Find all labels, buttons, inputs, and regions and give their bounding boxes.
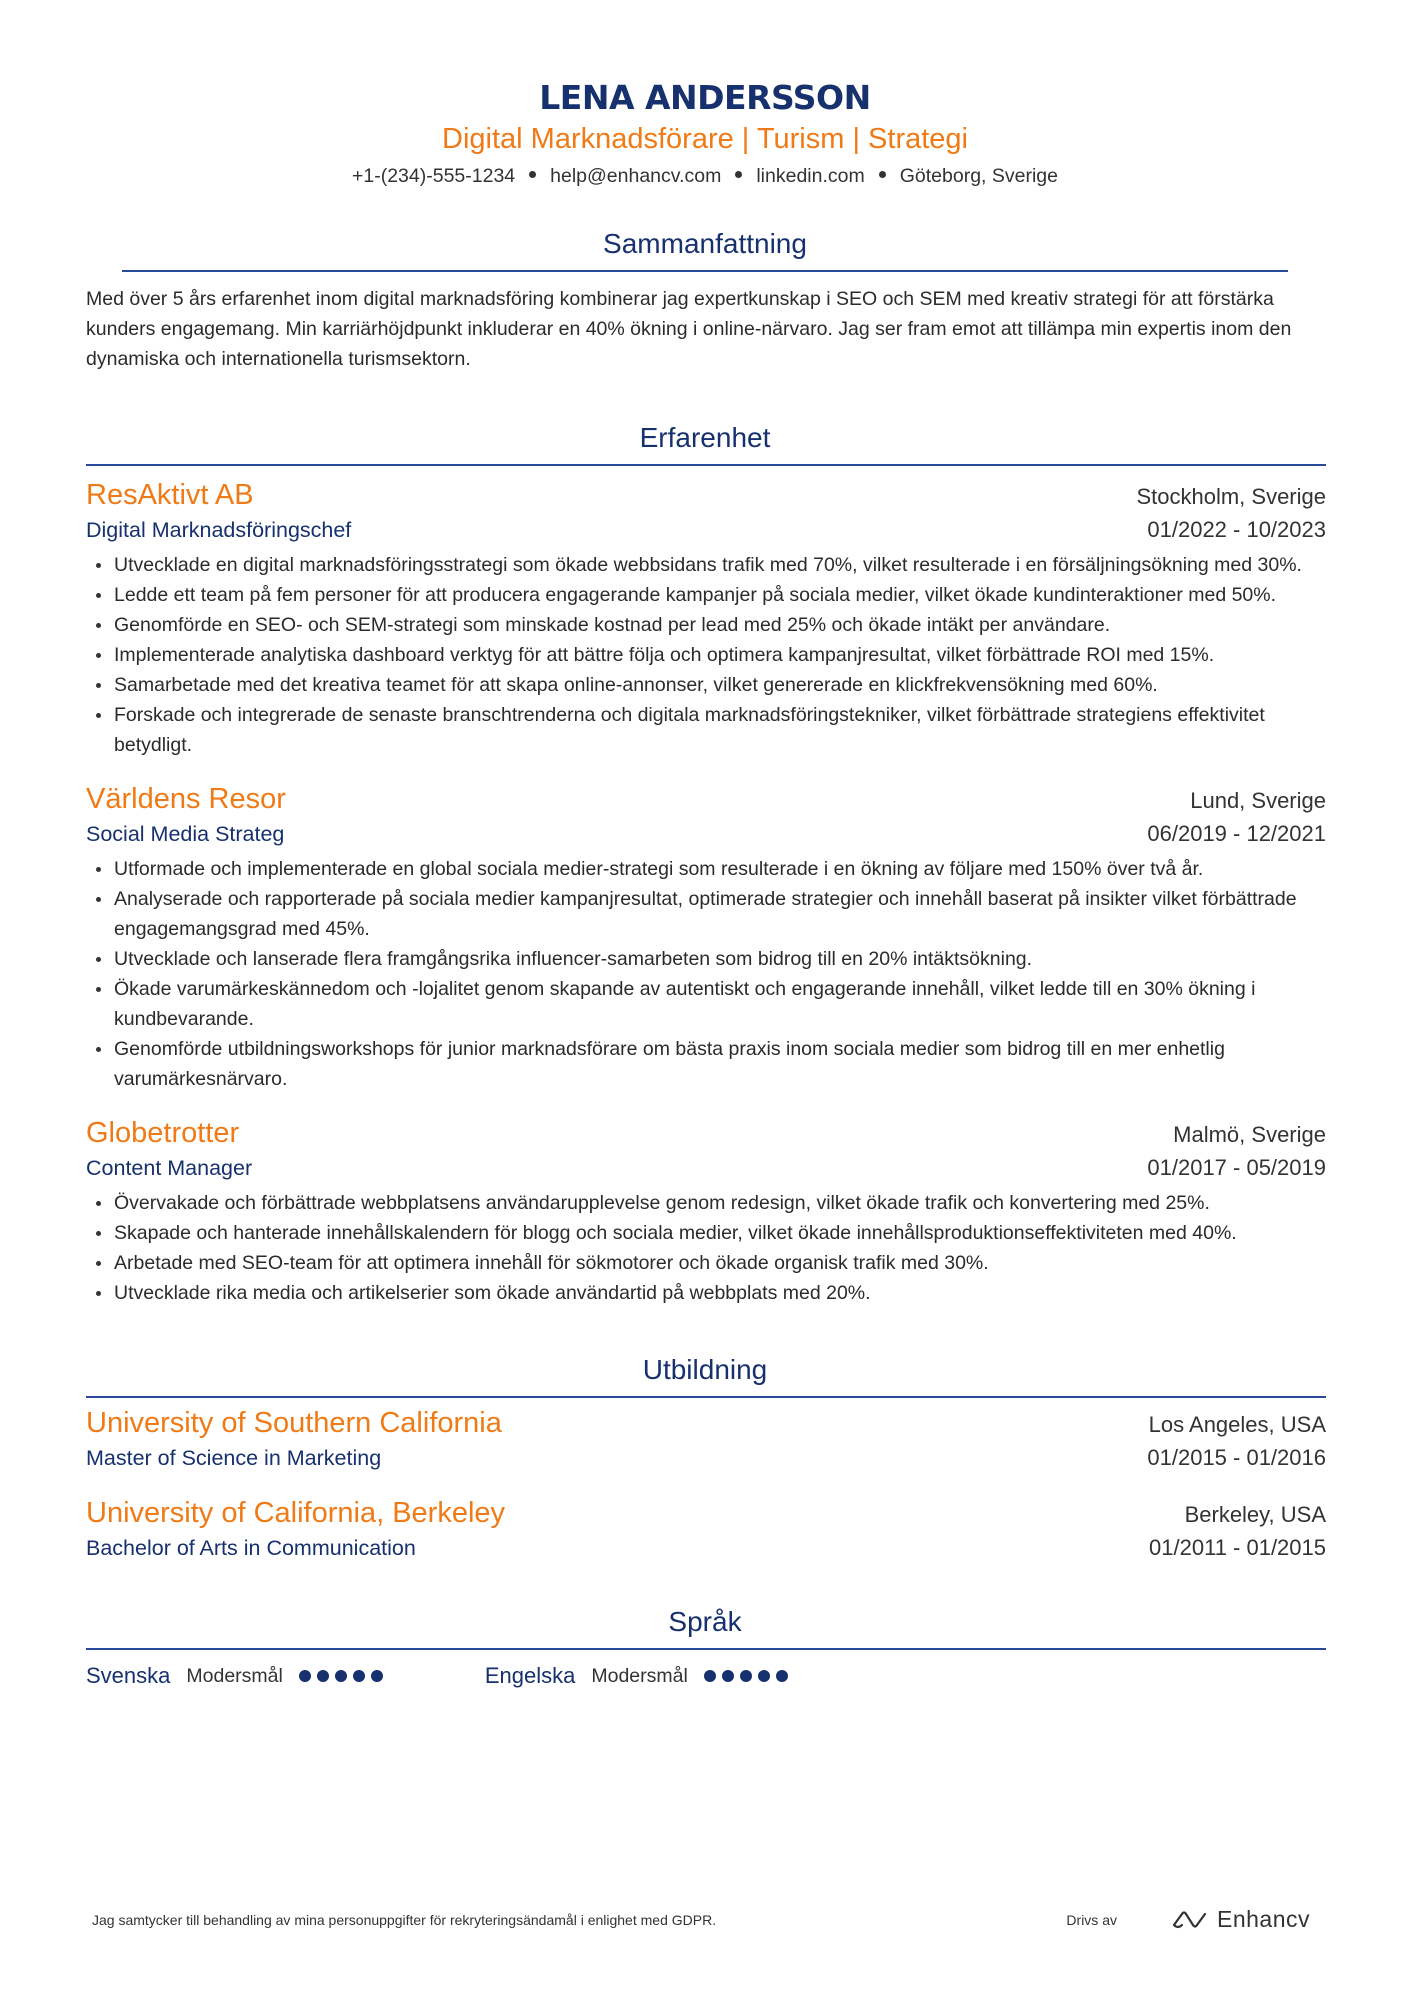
language-level: Modersmål [591, 1665, 688, 1687]
job-dates: 01/2017 - 05/2019 [1147, 1155, 1326, 1180]
bullet-item: Genomförde en SEO- och SEM-strategi som minskade kostnad per lead med 25% och ökade intäkt per användare. [86, 610, 1326, 640]
job-role: Digital Marknadsföringschef [86, 518, 352, 542]
bullet-item: Utvecklade rika media och artikelserier som ökade användartid på webbplats med 20%. [86, 1278, 1326, 1308]
job-bullets [86, 854, 1326, 1094]
rating-dot [776, 1670, 788, 1682]
section-divider [86, 1396, 1326, 1398]
job-dates: 06/2019 - 12/2021 [1147, 821, 1326, 846]
separator-dot [529, 171, 536, 178]
brand-name: Enhancv [1216, 1906, 1310, 1932]
footer [92, 1906, 1310, 1933]
bullet-item: Skapade och hanterade innehållskalendern för blogg och sociala medier, vilket ökade innehållsproduktionseffektiviteten med 40%. [86, 1218, 1326, 1248]
bullet-item: Utvecklade och lanserade flera framgångsrika influencer-samarbeten som bidrog till en 20% intäktsökning. [86, 944, 1326, 974]
bullet-item: Analyserade och rapporterade på sociala medier kampanjresultat, optimerade strategier och innehåll baserat på insikter vilket förbättrade engagemangsgrad med 45%. [86, 884, 1326, 944]
candidate-headline: Digital Marknadsförare | Turism | Strategi [442, 123, 968, 155]
school-location: Los Angeles, USA [1148, 1412, 1326, 1437]
rating-dot [317, 1670, 329, 1682]
bullet-item: Ökade varumärkeskännedom och -lojalitet genom skapande av autentiskt och engagerande innehåll, vilket ledde till en 30% ökning i kundbevarande. [86, 974, 1326, 1034]
candidate-name: LENA ANDERSSON [539, 78, 871, 117]
language-name: Engelska [484, 1663, 576, 1688]
job-entry [86, 1114, 1326, 1308]
bullet-item: Utvecklade en digital marknadsföringsstrategi som ökade webbsidans trafik med 70%, vilket resulterade i en försäljningsökning med 30%. [86, 550, 1326, 580]
rating-dot [740, 1670, 752, 1682]
languages-heading: Språk [668, 1606, 742, 1637]
job-entry [86, 476, 1326, 760]
bullet-item: Genomförde utbildningsworkshops för junior marknadsförare om bästa praxis inom sociala medier som bidrog till en mer enhetlig varumärkesnärvaro. [86, 1034, 1326, 1094]
rating-dot [353, 1670, 365, 1682]
job-entry [86, 780, 1326, 1094]
job-bullets [86, 1188, 1326, 1308]
section-divider [122, 270, 1288, 272]
contact-line [0, 162, 1410, 190]
education-entry [86, 1404, 1326, 1474]
job-location: Malmö, Sverige [1173, 1122, 1326, 1147]
rating-dot [704, 1670, 716, 1682]
experience-heading: Erfarenhet [639, 422, 771, 453]
gdpr-consent: Jag samtycker till behandling av mina personuppgifter för rekryteringsändamål i enlighet med GDPR. [92, 1911, 717, 1928]
phone: +1-(234)-555-1234 [351, 165, 516, 187]
section-divider [86, 464, 1326, 466]
bullet-item: Arbetade med SEO-team för att optimera innehåll för sökmotorer och ökade organisk trafik med 30%. [86, 1248, 1326, 1278]
bullet-item: Implementerade analytiska dashboard verktyg för att bättre följa och optimera kampanjresultat, vilket förbättrade ROI med 15%. [86, 640, 1326, 670]
education-dates: 01/2015 - 01/2016 [1147, 1445, 1326, 1470]
separator-dot [879, 171, 886, 178]
separator-dot [735, 171, 742, 178]
bullet-item: Samarbetade med det kreativa teamet för att skapa online-annonser, vilket genererade en klickfrekvensökning med 60%. [86, 670, 1326, 700]
enhancv-logo-icon [1171, 1909, 1209, 1931]
education-heading: Utbildning [642, 1354, 768, 1385]
rating-dot [335, 1670, 347, 1682]
job-dates: 01/2022 - 10/2023 [1147, 517, 1326, 542]
job-location: Stockholm, Sverige [1136, 484, 1326, 509]
summary-text: Med över 5 års erfarenhet inom digital marknadsföring kombinerar jag expertkunskap i SEO och SEM med kreativ strategi för att förstärka kunders engagemang. Min karriärhöjdpunkt inkluderar en 40% ökning i online-närvaro. Jag ser fram emot att tillämpa min expertis inom den dynamiska och internationella turismsektorn. [86, 288, 1292, 370]
rating-dot [371, 1670, 383, 1682]
job-role: Content Manager [86, 1156, 253, 1180]
bullet-item: Ledde ett team på fem personer för att producera engagerande kampanjer på sociala medier, vilket ökade kundinteraktioner med 50%. [86, 580, 1326, 610]
bullet-item: Forskade och integrerade de senaste branschtrenderna och digitala marknadsföringstekniker, vilket förbättrade strategiens effektivitet betydligt. [86, 700, 1326, 760]
resume-header [0, 0, 1410, 190]
degree: Bachelor of Arts in Communication [86, 1536, 416, 1560]
school-location: Berkeley, USA [1184, 1502, 1326, 1527]
company-name: ResAktivt AB [86, 479, 254, 511]
language-entry [86, 1660, 389, 1692]
enhancv-logo[interactable] [1171, 1906, 1310, 1933]
language-name: Svenska [86, 1663, 171, 1688]
bullet-item: Utformade och implementerade en global sociala medier-strategi som resulterade i en ökning av följare med 150% över två år. [86, 854, 1326, 884]
linkedin-link[interactable]: linkedin.com [756, 165, 865, 187]
section-divider [86, 1648, 1326, 1650]
company-name: Globetrotter [86, 1117, 240, 1149]
job-bullets [86, 550, 1326, 760]
candidate-location: Göteborg, Sverige [899, 165, 1058, 187]
rating-dot [299, 1670, 311, 1682]
degree: Master of Science in Marketing [86, 1446, 382, 1470]
summary-heading: Sammanfattning [603, 228, 807, 259]
school-name: University of Southern California [86, 1407, 502, 1439]
job-role: Social Media Strateg [86, 822, 285, 846]
language-entry [485, 1660, 794, 1692]
rating-dot [758, 1670, 770, 1682]
job-location: Lund, Sverige [1190, 788, 1326, 813]
bullet-item: Övervakade och förbättrade webbplatsens användarupplevelse genom redesign, vilket ökade trafik och konvertering med 25%. [86, 1188, 1326, 1218]
languages-list [86, 1660, 1326, 1692]
rating-dot [722, 1670, 734, 1682]
powered-by: Drivs av [1066, 1911, 1117, 1928]
language-level: Modersmål [186, 1665, 283, 1687]
company-name: Världens Resor [86, 783, 286, 815]
language-rating [704, 1670, 794, 1682]
education-dates: 01/2011 - 01/2015 [1149, 1535, 1326, 1560]
education-entry [86, 1494, 1326, 1564]
language-rating [299, 1670, 389, 1682]
school-name: University of California, Berkeley [86, 1497, 506, 1529]
email[interactable]: help@enhancv.com [550, 165, 722, 187]
